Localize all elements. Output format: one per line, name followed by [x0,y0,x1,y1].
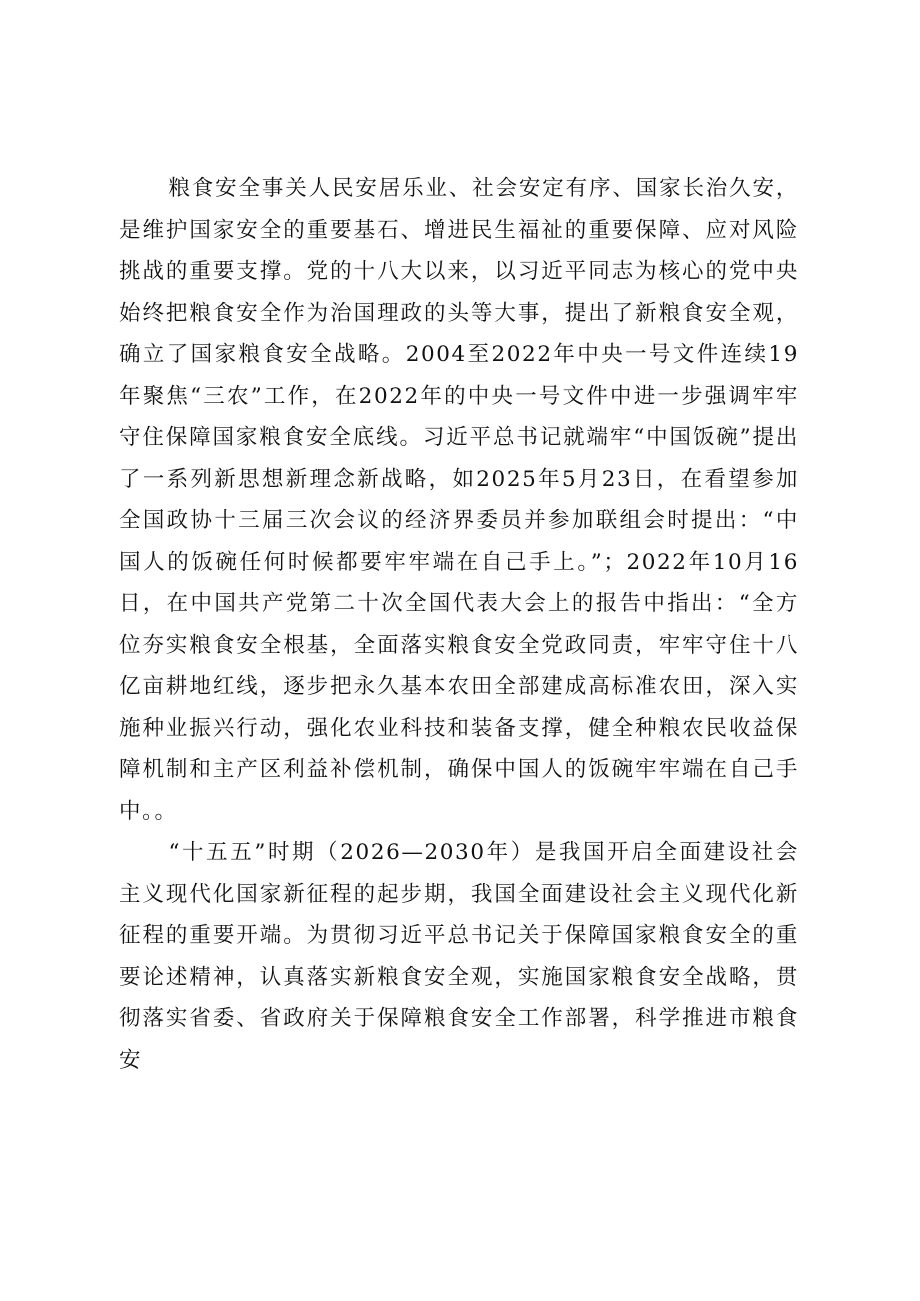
document-body [119,168,799,1081]
paragraph-food-security-importance: 粮食安全事关人民安居乐业、社会安定有序、国家长治久安，是维护国家安全的重要基石、增进民生福祉的重要保障、应对风险挑战的重要支撑。党的十八大以来，以习近平同志为核心的党中央始终把粮食安全作为治国理政的头等大事，提出了新粮食安全观，确立了国家粮食安全战略。2004至2022年中央一号文件连续19年聚焦“三农”工作，在2022年的中央一号文件中进一步强调牢牢守住保障国家粮食安全底线。习近平总书记就端牢“中国饭碗”提出了一系列新思想新理念新战略，如2025年5月23日，在看望参加全国政协十三届三次会议的经济界委员并参加联组会时提出：“中国人的饭碗任何时候都要牢牢端在自己手上。”；2022年10月16日，在中国共产党第二十次全国代表大会上的报告中指出：“全方位夯实粮食安全根基，全面落实粮食安全党政同责，牢牢守住十八亿亩耕地红线，逐步把永久基本农田全部建成高标准农田，深入实施种业振兴行动，强化农业科技和装备支撑，健全种粮农民收益保障机制和主产区利益补偿机制，确保中国人的饭碗牢牢端在自己手中。。 [119,176,799,824]
paragraph-fifteenth-five-year-plan: “十五五”时期（2026—2030年）是我国开启全面建设社会主义现代化国家新征程的起步期，我国全面建设社会主义现代化新征程的重要开端。为贯彻习近平总书记关于保障国家粮食安全的重要论述精神，认真落实新粮食安全观，实施国家粮食安全战略，贯彻落实省委、省政府关于保障粮食安全工作部署，科学推进市粮食安 [119,840,799,1073]
